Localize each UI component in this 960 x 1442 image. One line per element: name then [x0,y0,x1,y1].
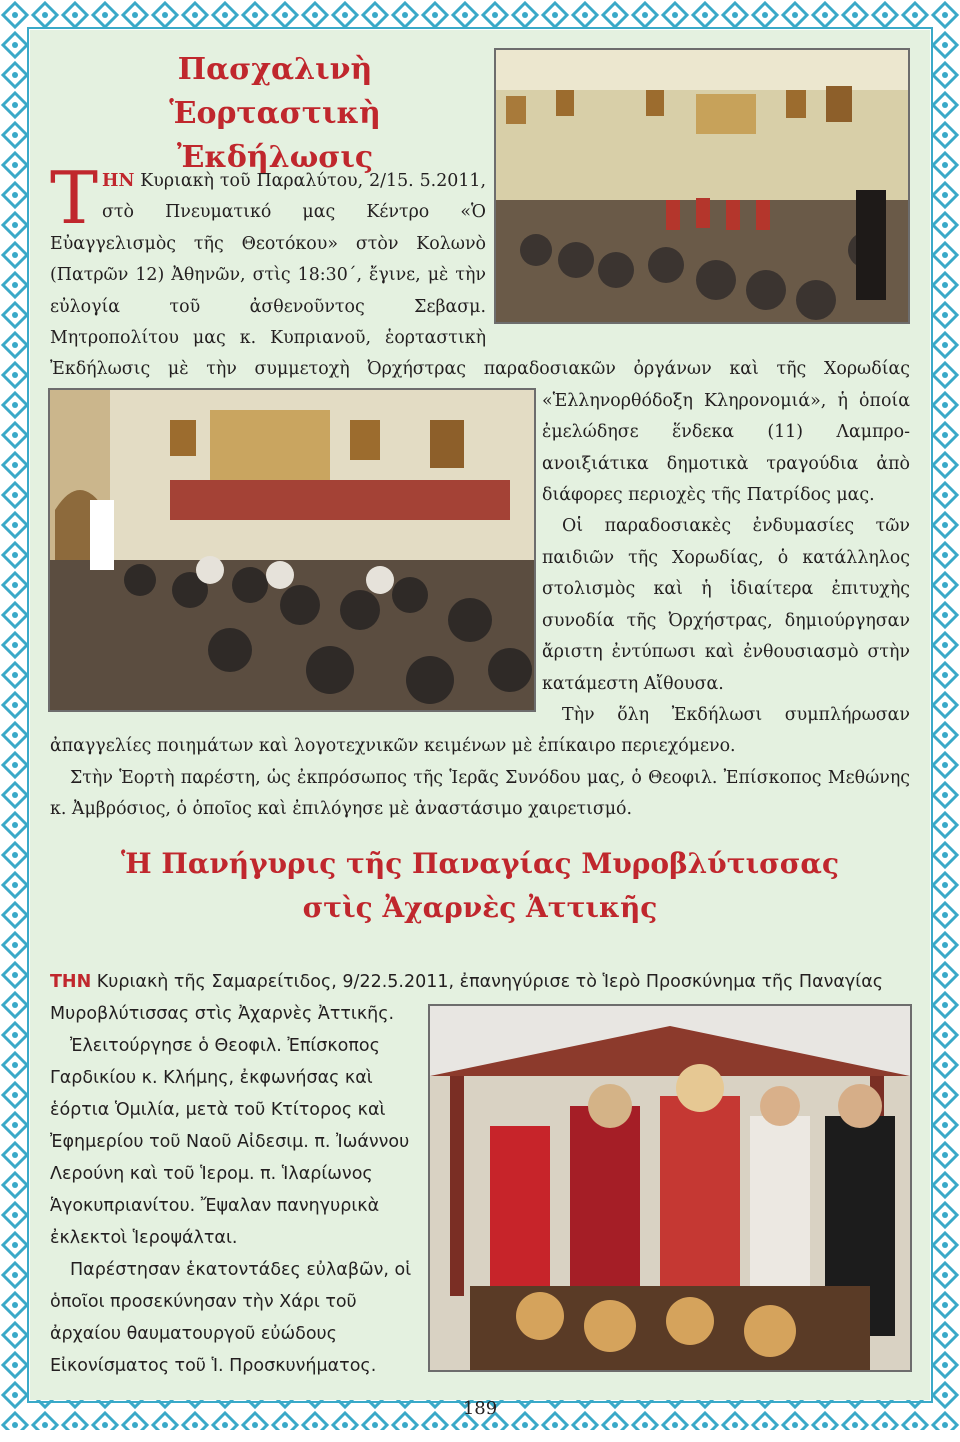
article1-leadin: ΗΝ [102,171,135,191]
article1-body [50,156,910,826]
article1-paragraph1: ΤΗΝ Κυριακὴ τοῦ Παραλύτου, 2/15. 5.2011, στὸ Πνευματικό μας Κέντρο «Ὁ Εὐαγγελισμὸς τῆς Θεοτόκου» στὸν Κολωνὸ (Πατρῶν 12) Ἀθηνῶν, στὶς 18:30΄, ἔγινε, μὲ τὴν εὐλογία τοῦ ἀσθενοῦντος Σεβασμ. Μητροπολίτου μας κ. Κυπριανοῦ, ἑορταστικὴ Ἐκδήλωσις μὲ τὴν συμμετοχὴ Ὀρχήστρας παραδοσιακῶν ὀργάνων καὶ τῆς Χορωδίας «Ἑλληνορθόδοξη Κληρονομιά», ἡ ὁποία ἐμελώδησε ἕνδεκα (11) Λαμπρο-ανοιξιάτικα δημοτικὰ τραγούδια ἀπὸ διάφορες περιοχὲς τῆς Πατρίδος μας. [50,166,910,511]
article1-title: Πασχαλινὴ Ἑορταστικὴ Ἐκδήλωσις [169,52,381,175]
article2-title [80,842,880,930]
article1-dropcap: Τ [50,156,99,240]
article2-paragraph2: Ἐλειτούργησε ὁ Θεοφιλ. Ἐπίσκοπος Γαρδικίου κ. Κλήμης, ἐκφωνήσας καὶ ἑόρτια Ὁμιλία, μετὰ τοῦ Κτίτορος καὶ Ἐφημερίου τοῦ Ναοῦ Αἰδεσιμ. π. Ἰωάννου Λερούνη καὶ τοῦ Ἱερομ. π. Ἱλαρίωνος Ἁγοκυπριανίτου. Ἔψαλαν πανηγυρικὰ ἐκλεκτοὶ Ἱεροψάλται. [50,1036,410,1248]
article2-body [50,966,910,1442]
photo3-spacer [420,1062,910,1442]
article1-paragraph4: Στὴν Ἑορτὴ παρέστη, ὡς ἐκπρόσωπος τῆς Ἱερᾶς Συνόδου μας, ὁ Θεοφιλ. Ἐπίσκοπος Μεθώνης κ. Ἀμβρόσιος, ὁ ὁποῖος καὶ ἐπιλόγησε μὲ ἀναστάσιμο χαιρετισμό. [50,767,910,820]
photo2-spacer [50,392,542,710]
article2-paragraph1 [50,966,910,1030]
page-number: 189 [462,1398,498,1419]
article2-leadin: ΤΗΝ [50,972,92,992]
article1-paragraph2: Οἱ παραδοσιακὲς ἐνδυμασίες τῶν παιδιῶν τῆς Χορωδίας, ὁ κατάλληλος στολισμὸς καὶ ἡ ἰδιαίτερα ἐπιτυχὴς συνοδία τῆς Ὀρχήστρας, δημιούργησαν ἄριστη ἐντύπωσι καὶ ἐνθουσιασμὸ στὴν κατάμεστη Αἴθουσα. [542,516,910,694]
article2-paragraph3: Παρέστησαν ἑκατοντάδες εὐλαβῶν, οἱ ὁποῖοι προσεκύνησαν τὴν Χάρι τοῦ ἀρχαίου θαυματουργοῦ εὐώδους Εἰκονίσματος τοῦ Ἱ. Προσκυνήματος. [50,1260,412,1376]
article2-title-line1: Ἡ Πανήγυρις τῆς Παναγίας Μυροβλύτισσας [120,847,840,880]
article1-paragraph3: Τὴν ὅλη Ἐκδήλωσι συμπλήρωσαν ἀπαγγελίες ποιημάτων καὶ λογοτεχνικῶν κειμένων μὲ ἐπίκαιρο περιεχόμενο. [50,704,910,757]
article2-title-line2: στὶς Ἀχαρνὲς Ἀττικῆς [302,891,658,924]
photo1-spacer [486,166,910,324]
article2-paragraph1-text: Κυριακὴ τῆς Σαμαρείτιδος, 9/22.5.2011, ἐπανηγύρισε τὸ Ἱερὸ Προσκύνημα τῆς Παναγίας Μυροβλύτισσας στὶς Ἀχαρνὲς Ἀττικῆς. [50,972,883,1024]
